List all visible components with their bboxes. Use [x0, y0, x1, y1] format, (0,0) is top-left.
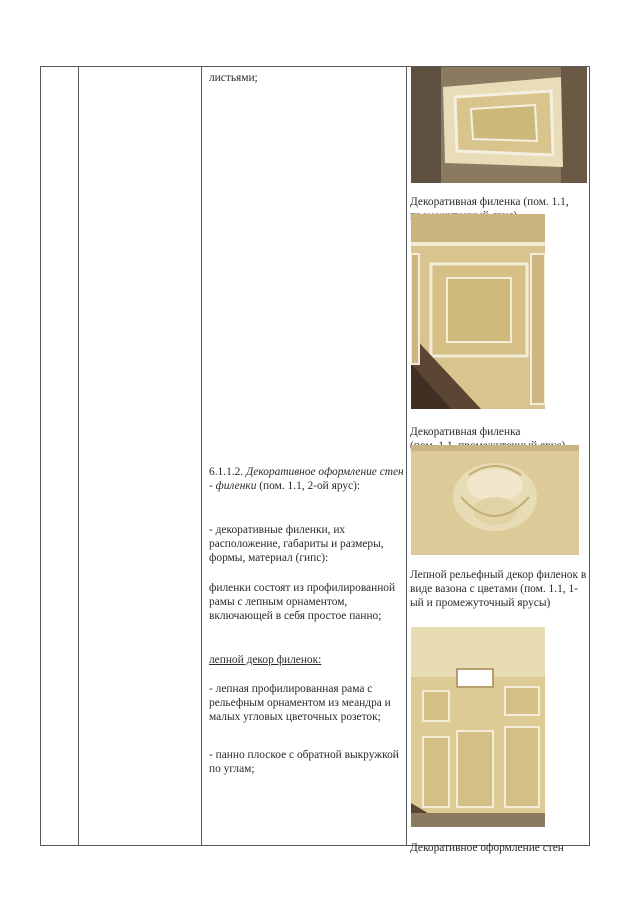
document-table	[40, 66, 590, 855]
photo-wall-decoration	[411, 627, 545, 827]
subheading-molding-decor: лепной декор филенок:	[209, 654, 322, 666]
section-heading	[209, 465, 404, 493]
photo-decorative-panel-1	[411, 67, 587, 183]
photo-relief-decor	[411, 445, 579, 555]
section-title-rest: (пом. 1.1, 2-ой ярус):	[256, 480, 361, 492]
column-divider-1	[78, 67, 79, 845]
column-divider-3	[406, 67, 407, 845]
section-number: 6.1.1.2.	[209, 466, 244, 478]
column-divider-2	[201, 67, 202, 845]
paragraph-flat-panel: - панно плоское с обратной выкружкой по углам;	[209, 749, 399, 775]
photo-decorative-panel-2	[411, 214, 545, 409]
paragraph-panels-composition: филенки состоят из профилированной рамы с лепным орнаментом, включающей в себя простое панно;	[209, 582, 396, 622]
paragraph-molded-frame: - лепная профилированная рама с рельефным орнаментом из меандра и малых угловых цветочных розеток;	[209, 683, 391, 723]
top-text: листьями;	[209, 72, 258, 84]
section-title: Декоративное оформление стен - филенки	[209, 466, 404, 492]
caption-photo-4: Декоративное оформление стен	[410, 842, 564, 855]
caption-photo-1: Декоративная филенка (пом. 1.1,	[410, 196, 569, 209]
paragraph-decorative-panels: - декоративные филенки, их расположение, габариты и размеры, формы, материал (гипс):	[209, 524, 384, 564]
caption-photo-2a: Декоративная филенка	[410, 426, 521, 439]
caption-photo-3: Лепной рельефный декор филенок в виде вазона с цветами (пом. 1.1, 1-ый и промежуточный ярусы)	[410, 569, 587, 610]
